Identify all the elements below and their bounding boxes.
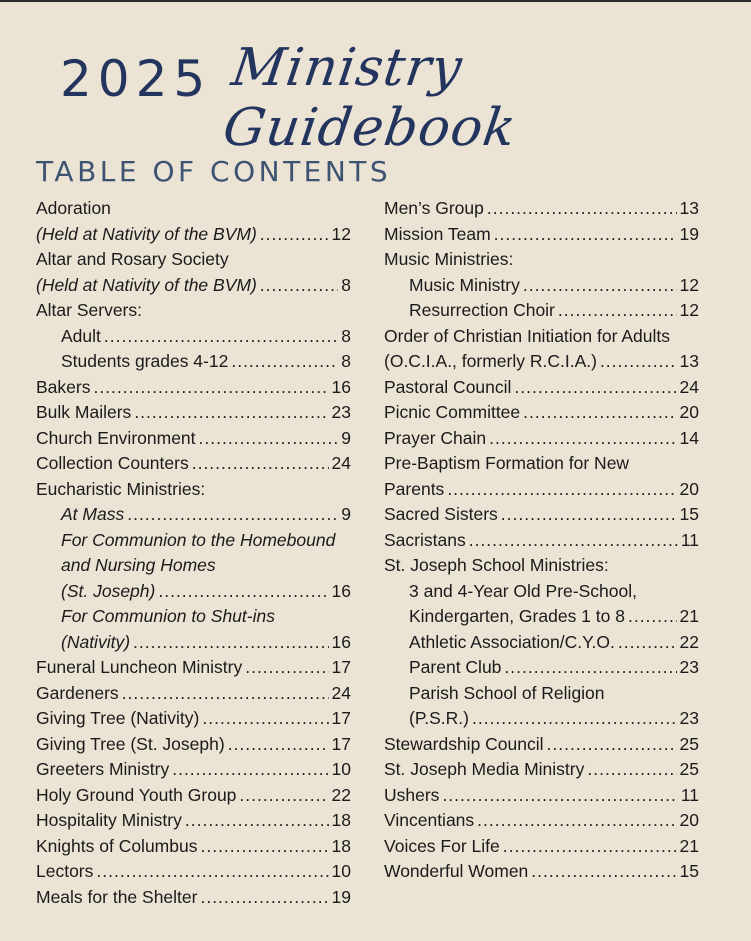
- toc-entry-label: Vincentians: [384, 810, 475, 830]
- toc-entry: [36, 400, 351, 426]
- toc-entry-label: Funeral Luncheon Ministry: [36, 657, 243, 677]
- toc-entry: [384, 451, 699, 477]
- toc-entry-label: Students grades 4-12: [61, 351, 229, 371]
- dot-leader: [587, 757, 676, 783]
- toc-entry-label: Bakers: [36, 376, 91, 397]
- toc-entry: [384, 477, 699, 503]
- toc-entry-label: Resurrection Choir: [409, 300, 555, 320]
- toc-entry: [384, 579, 699, 605]
- toc-entry-page: 11: [680, 529, 699, 550]
- dot-leader: [158, 579, 328, 605]
- dot-leader: [172, 757, 328, 783]
- toc-entry-page: 20: [679, 810, 699, 830]
- toc-entry-label: (Held at Nativity of the BVM): [36, 223, 257, 244]
- toc-entry-label: Prayer Chain: [384, 427, 487, 448]
- toc-entry-label: (Held at Nativity of the BVM): [36, 274, 257, 295]
- toc-entry-label: For Communion to Shut-ins: [61, 606, 275, 626]
- toc-entry: [384, 655, 699, 681]
- guidebook-title: [0, 22, 751, 158]
- toc-entry-label: Sacred Sisters: [384, 504, 498, 524]
- toc-entry: [36, 502, 351, 528]
- toc-entry-page: 17: [331, 733, 351, 754]
- toc-entry-page: 14: [679, 427, 699, 448]
- dot-leader: [523, 273, 677, 299]
- dot-leader: [239, 783, 328, 809]
- toc-entry-label: Picnic Committee: [384, 402, 521, 422]
- toc-entry-page: 12: [679, 300, 699, 320]
- dot-leader: [228, 732, 329, 758]
- toc-entry-page: 12: [331, 223, 351, 244]
- toc-entry-label: Music Ministries:: [384, 249, 514, 269]
- dot-leader: [192, 451, 329, 477]
- toc-entry: [36, 426, 351, 452]
- dot-leader: [202, 706, 328, 732]
- toc-entry-page: 24: [679, 376, 699, 397]
- toc-entry: [384, 706, 699, 732]
- toc-entry: [384, 528, 699, 554]
- toc-entry-label: Holy Ground Youth Group: [36, 784, 237, 805]
- toc-entry-page: 22: [331, 784, 351, 805]
- toc-entry-page: 16: [331, 631, 351, 652]
- toc-entry: [384, 681, 699, 707]
- dot-leader: [96, 859, 328, 885]
- toc-entry: [36, 196, 351, 222]
- toc-entry-label: Men’s Group: [384, 198, 484, 218]
- dot-leader: [200, 885, 328, 911]
- toc-entry-page: 21: [679, 835, 699, 856]
- toc-entry-page: 11: [680, 784, 699, 805]
- toc-entry-page: 19: [331, 886, 351, 907]
- toc-entry-page: 13: [679, 198, 699, 218]
- toc-entry: [384, 757, 699, 783]
- toc-entry-label: (Nativity): [61, 631, 131, 652]
- toc-entry-label: Pastoral Council: [384, 376, 512, 397]
- toc-entry: [36, 808, 351, 834]
- toc-entry-page: 23: [679, 708, 699, 728]
- toc-entry-page: 23: [679, 657, 699, 677]
- toc-entry-page: 18: [331, 835, 351, 856]
- toc-entry-page: 13: [679, 351, 699, 371]
- toc-entry: [36, 706, 351, 732]
- dot-leader: [260, 273, 338, 299]
- toc-entry: [384, 732, 699, 758]
- dot-leader: [558, 298, 677, 324]
- toc-entry-label: Collection Counters: [36, 453, 189, 473]
- toc-entry-label: Bulk Mailers: [36, 402, 132, 422]
- toc-entry: [36, 528, 351, 554]
- dot-leader: [127, 502, 338, 528]
- toc-entry-label: For Communion to the Homebound: [61, 529, 336, 550]
- toc-entry: [384, 196, 699, 222]
- toc-entry-page: 12: [679, 274, 699, 295]
- dot-leader: [489, 426, 676, 452]
- toc-entry: [384, 273, 699, 299]
- toc-entry: [36, 222, 351, 248]
- toc-entry-page: 17: [331, 708, 351, 728]
- dot-leader: [547, 732, 677, 758]
- toc-entry-page: 8: [341, 351, 351, 371]
- toc-entry: [384, 375, 699, 401]
- dot-leader: [442, 783, 677, 809]
- toc-entry: [384, 298, 699, 324]
- toc-entry-page: 9: [341, 427, 351, 448]
- dot-leader: [133, 630, 329, 656]
- toc-entry: [384, 553, 699, 579]
- toc-entry-label: Voices For Life: [384, 835, 500, 856]
- toc-entry-page: 17: [331, 657, 351, 677]
- toc-entry: [36, 273, 351, 299]
- toc-entry: [36, 349, 351, 375]
- dot-leader: [472, 706, 677, 732]
- toc-entry-label: Kindergarten, Grades 1 to 8: [409, 606, 625, 626]
- title-year: 2025: [60, 50, 212, 108]
- toc-entry-page: 21: [679, 606, 699, 626]
- toc-entry-label: Knights of Columbus: [36, 835, 198, 856]
- toc-entry: [36, 324, 351, 350]
- toc-entry-label: St. Joseph School Ministries:: [384, 555, 609, 575]
- dot-leader: [600, 349, 677, 375]
- toc-entry-page: 18: [331, 810, 351, 830]
- toc-entry-page: 20: [679, 402, 699, 422]
- toc-entry-label: Church Environment: [36, 427, 196, 448]
- dot-leader: [618, 630, 677, 656]
- toc-heading: TABLE OF CONTENTS: [36, 155, 392, 188]
- toc-entry: [384, 426, 699, 452]
- toc-entry-label: (St. Joseph): [61, 580, 156, 601]
- toc-entry-page: 19: [679, 223, 699, 244]
- toc-entry-label: Hospitality Ministry: [36, 810, 182, 830]
- toc-entry-label: Parents: [384, 478, 445, 499]
- toc-entry: [36, 477, 351, 503]
- toc-entry-label: and Nursing Homes: [61, 555, 216, 575]
- toc-entry: [36, 757, 351, 783]
- dot-leader: [523, 400, 676, 426]
- dot-leader: [134, 400, 328, 426]
- toc-entry: [36, 859, 351, 885]
- toc-entry-label: Adult: [61, 325, 101, 346]
- toc-entry: [36, 630, 351, 656]
- toc-entry: [384, 502, 699, 528]
- toc-entry: [384, 859, 699, 885]
- dot-leader: [504, 655, 676, 681]
- toc-entry-page: 25: [679, 759, 699, 779]
- toc-entry: [36, 732, 351, 758]
- toc-entry: [36, 375, 351, 401]
- toc-entry-label: Parent Club: [409, 657, 502, 677]
- toc-entry-label: Sacristans: [384, 529, 466, 550]
- dot-leader: [531, 859, 676, 885]
- toc-entry: [36, 451, 351, 477]
- toc-entry-page: 10: [331, 759, 351, 779]
- toc-entry-label: Adoration: [36, 198, 111, 218]
- title-script: Ministry Guidebook: [219, 38, 521, 158]
- toc-entry-page: 20: [679, 478, 699, 499]
- dot-leader: [501, 502, 677, 528]
- toc-entry: [36, 247, 351, 273]
- dot-leader: [447, 477, 676, 503]
- toc-entry-label: Greeters Ministry: [36, 759, 170, 779]
- toc-entry-label: Parish School of Religion: [409, 682, 605, 703]
- dot-leader: [245, 655, 328, 681]
- toc-entry: [36, 834, 351, 860]
- toc-entry-label: Ushers: [384, 784, 440, 805]
- toc-entry-page: 16: [331, 580, 351, 601]
- toc-entry-label: Altar Servers:: [36, 300, 142, 320]
- toc-entry-label: Music Ministry: [409, 274, 520, 295]
- toc-entry-label: Lectors: [36, 861, 94, 881]
- dot-leader: [514, 375, 676, 401]
- toc-entry-page: 25: [679, 733, 699, 754]
- toc-entry-label: Wonderful Women: [384, 861, 529, 881]
- toc-right-column: [384, 196, 699, 885]
- toc-entry-label: Order of Christian Initiation for Adults: [384, 325, 670, 346]
- toc-entry-page: 15: [679, 861, 699, 881]
- toc-entry-label: Mission Team: [384, 223, 491, 244]
- toc-entry-label: Eucharistic Ministries:: [36, 478, 206, 499]
- toc-entry: [36, 298, 351, 324]
- toc-entry: [36, 681, 351, 707]
- toc-entry-label: Pre-Baptism Formation for New: [384, 453, 630, 473]
- dot-leader: [200, 834, 328, 860]
- toc-entry: [384, 630, 699, 656]
- toc-entry-label: Athletic Association/C.Y.O.: [409, 631, 615, 652]
- toc-entry: [36, 604, 351, 630]
- dot-leader: [122, 681, 329, 707]
- toc-entry: [384, 604, 699, 630]
- toc-entry-page: 8: [341, 325, 351, 346]
- toc-entry: [36, 783, 351, 809]
- toc-entry: [384, 808, 699, 834]
- toc-entry-label: (O.C.I.A., formerly R.C.I.A.): [384, 351, 597, 371]
- toc-entry-label: Meals for the Shelter: [36, 886, 198, 907]
- toc-entry-page: 16: [331, 376, 351, 397]
- toc-entry-page: 9: [341, 504, 351, 524]
- dot-leader: [260, 222, 329, 248]
- toc-entry: [384, 247, 699, 273]
- toc-entry: [36, 579, 351, 605]
- dot-leader: [477, 808, 676, 834]
- toc-entry-label: At Mass: [61, 504, 125, 524]
- toc-entry: [36, 885, 351, 911]
- toc-entry-page: 24: [331, 453, 351, 473]
- dot-leader: [494, 222, 677, 248]
- toc-entry-label: Giving Tree (Nativity): [36, 708, 200, 728]
- toc-entry: [384, 783, 699, 809]
- toc-entry: [36, 553, 351, 579]
- toc-entry-page: 8: [341, 274, 351, 295]
- dot-leader: [104, 324, 338, 350]
- toc-entry: [384, 349, 699, 375]
- toc-entry: [384, 834, 699, 860]
- toc-entry: [384, 324, 699, 350]
- toc-entry-page: 15: [679, 504, 699, 524]
- toc-entry-page: 22: [679, 631, 699, 652]
- dot-leader: [487, 196, 677, 222]
- toc-entry: [384, 400, 699, 426]
- toc-entry-page: 24: [331, 682, 351, 703]
- dot-leader: [628, 604, 677, 630]
- dot-leader: [231, 349, 338, 375]
- toc-entry-label: 3 and 4-Year Old Pre-School,: [409, 580, 637, 601]
- top-border: [0, 0, 751, 2]
- toc-entry: [36, 655, 351, 681]
- dot-leader: [199, 426, 339, 452]
- toc-entry-label: St. Joseph Media Ministry: [384, 759, 585, 779]
- toc-entry-label: Stewardship Council: [384, 733, 544, 754]
- toc-entry: [384, 222, 699, 248]
- dot-leader: [503, 834, 677, 860]
- dot-leader: [185, 808, 329, 834]
- toc-left-column: [36, 196, 351, 910]
- toc-entry-label: Giving Tree (St. Joseph): [36, 733, 225, 754]
- toc-entry-label: Gardeners: [36, 682, 119, 703]
- toc-entry-label: (P.S.R.): [409, 708, 469, 728]
- toc-entry-label: Altar and Rosary Society: [36, 249, 229, 269]
- dot-leader: [469, 528, 678, 554]
- toc-entry-page: 23: [331, 402, 351, 422]
- dot-leader: [93, 375, 328, 401]
- toc-entry-page: 10: [331, 861, 351, 881]
